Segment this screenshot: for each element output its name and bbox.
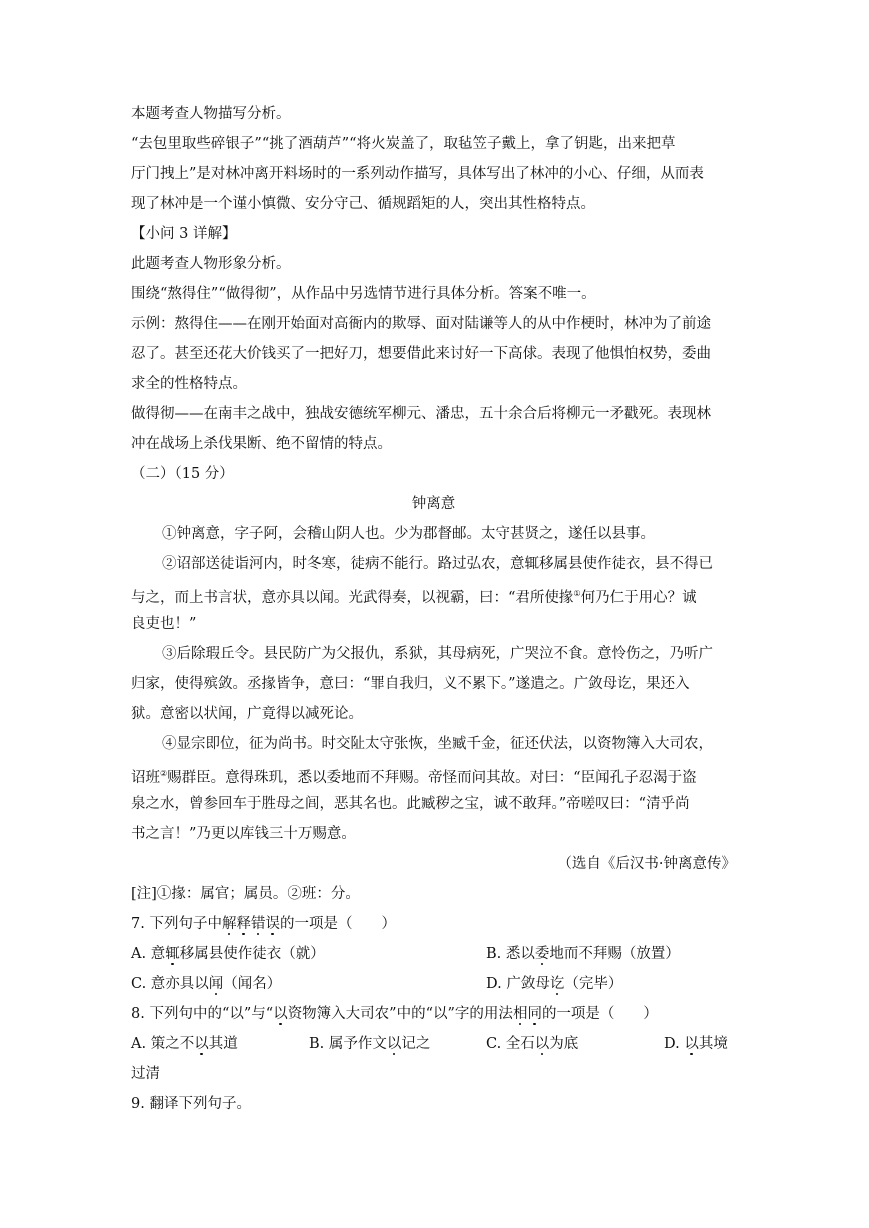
- analysis-line: 示例：熬得住——在刚开始面对高衙内的欺辱、面对陆谦等人的从中作梗时，林冲为了前途: [131, 316, 711, 332]
- passage-paragraph-3-line: 狱。意密以状闻，广竟得以减死论。: [131, 706, 363, 722]
- section-label: （二）（15 分）: [131, 466, 234, 482]
- question-9-stem: 9. 翻译下列句子。: [131, 1096, 251, 1112]
- footnote-marker: ①: [573, 589, 581, 598]
- passage-paragraph-4-line: 泉之水，曾参回车于胜母之闾，恶其名也。此臧秽之宝，诚不敢拜。”帝嗟叹曰：“清乎尚: [131, 796, 690, 812]
- passage-paragraph-3-line: 归家，使得殡敛。丞掾皆争，意曰：“罪自我归，义不累下。”遂遣之。广敛母讫，果还入: [131, 676, 690, 692]
- question-8-option-d-wrap: 过清: [131, 1066, 160, 1082]
- passage-paragraph-2-line: 良吏也！”: [131, 616, 197, 632]
- passage-paragraph-2-line: ②诏部送徒诣河内，时冬寒，徒病不能行。路过弘农，意辄移属县使作徒衣，县不得已: [162, 556, 713, 572]
- question-7-option-d[interactable]: D. 广敛母讫（完毕）: [486, 976, 623, 992]
- passage-paragraph-4-line: 诏班②赐群臣。意得珠玑，悉以委地而不拜赐。帝怪而问其故。对曰：“臣闻孔子忍渴于盗: [131, 769, 697, 786]
- question-7-stem: 7. 下列句子中解释错误的一项是（ ）: [131, 916, 396, 932]
- question-8-option-a[interactable]: A. 策之不以其道: [131, 1036, 238, 1052]
- passage-paragraph-1: ①钟离意，字子阿，会稽山阴人也。少为郡督邮。太守甚贤之，遂任以县事。: [162, 526, 655, 542]
- passage-paragraph-2-line: 与之，而上书言状，意亦具以闻。光武得奏，以视霸，曰：“君所使掾①何乃仁于用心？诚: [131, 589, 697, 606]
- analysis-line: 厅门拽上”是对林冲离开料场时的一系列动作描写，具体写出了林冲的小心、仔细，从而表: [131, 166, 704, 182]
- analysis-line: 本题考查人物描写分析。: [131, 106, 291, 122]
- question-7-option-c[interactable]: C. 意亦具以闻（闻名）: [131, 976, 282, 992]
- passage-paragraph-3-line: ③后除瑕丘令。县民防广为父报仇，系狱，其母病死，广哭泣不食。意怜伤之，乃听广: [162, 646, 713, 662]
- question-8-stem: 8. 下列句中的“以”与“以资物簿入大司农”中的“以”字的用法相同的一项是（ ）: [131, 1006, 658, 1022]
- analysis-line: 做得彻——在南丰之战中，独战安德统军柳元、潘忠，五十余合后将柳元一矛戳死。表现林: [131, 406, 711, 422]
- question-8-option-c[interactable]: C. 全石以为底: [486, 1036, 579, 1052]
- analysis-line: 冲在战场上杀伐果断、绝不留情的特点。: [131, 436, 392, 452]
- question-8-option-b[interactable]: B. 属予作文以记之: [309, 1036, 431, 1052]
- analysis-line: 此题考查人物形象分析。: [131, 256, 291, 272]
- question-7-option-b[interactable]: B. 悉以委地而不拜赐（放置）: [486, 946, 680, 962]
- analysis-line: 求全的性格特点。: [131, 376, 247, 392]
- passage-notes: [注]①掾：属官；属员。②班：分。: [131, 886, 360, 902]
- analysis-line: 现了林冲是一个谨小慎微、安分守己、循规蹈矩的人，突出其性格特点。: [131, 196, 595, 212]
- passage-paragraph-4-line: 书之言！”乃更以库钱三十万赐意。: [131, 826, 356, 842]
- passage-source: （选自《后汉书·钟离意传》: [557, 856, 736, 872]
- analysis-line: 忍了。甚至还花大价钱买了一把好刀，想要借此来讨好一下高俅。表现了他惧怕权势，委曲: [131, 346, 711, 362]
- question-3-heading: 【小问 3 详解】: [131, 226, 237, 242]
- passage-paragraph-4-line: ④显宗即位，征为尚书。时交阯太守张恢，坐臧千金，征还伏法，以资物簿入大司农，: [162, 736, 713, 752]
- analysis-line: 围绕“熬得住”“做得彻”，从作品中另选情节进行具体分析。答案不唯一。: [131, 286, 596, 302]
- question-7-option-a[interactable]: A. 意辄移属县使作徒衣（就）: [131, 946, 325, 962]
- passage-title: 钟离意: [411, 496, 456, 512]
- footnote-marker: ②: [160, 769, 168, 778]
- question-8-option-d[interactable]: D. 以其境: [664, 1036, 728, 1052]
- analysis-line: “去包里取些碎银子”“挑了酒葫芦”“将火炭盖了，取毡笠子戴上，拿了钥匙，出来把草: [131, 136, 676, 152]
